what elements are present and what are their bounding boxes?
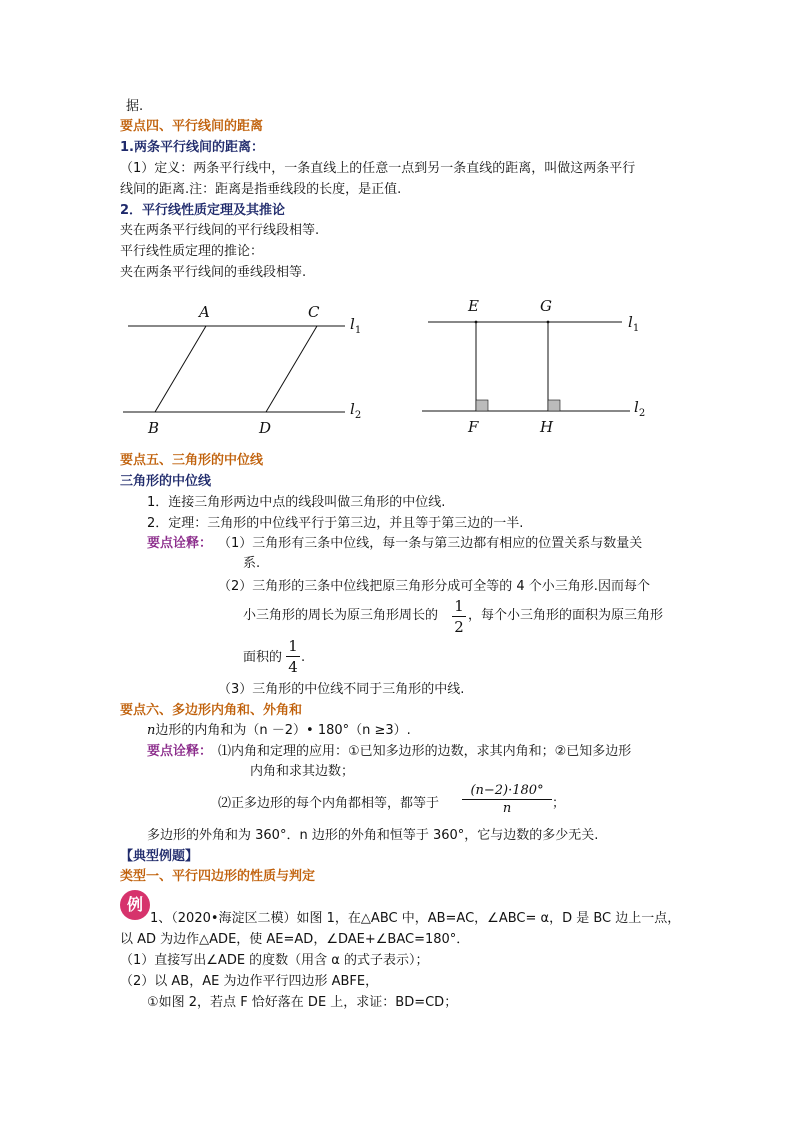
midline-definition: 1．连接三角形两边中点的线段叫做三角形的中位线. bbox=[147, 495, 446, 510]
heading-key-point-4: 要点四、平行线间的距离 bbox=[120, 119, 264, 134]
note-2-line-b1: 小三角形的周长为原三角形周长的 bbox=[243, 608, 439, 623]
note-4-line-a: ⑴内角和定理的应用：①已知多边形的边数，求其内角和；②已知多边形 bbox=[218, 744, 632, 759]
example-1-line-a: 1、（2020•海淀区二模）如图 1，在△ABC 中，AB=AC，∠ABC= α，D 是 BC 边上一点， bbox=[150, 911, 681, 926]
subheading-midline: 三角形的中位线 bbox=[120, 474, 212, 489]
label-point-b: B bbox=[148, 419, 160, 437]
definition-line-2: 线间的距离.注：距离是指垂线段的长度，是正值. bbox=[120, 182, 402, 197]
note-2-line-a: （2）三角形的三条中位线把原三角形分成可全等的 4 个小三角形.因而每个 bbox=[218, 579, 650, 594]
note-3: （3）三角形的中位线不同于三角形的中线. bbox=[218, 682, 465, 697]
heading-typical-examples: 【典型例题】 bbox=[120, 849, 199, 864]
heading-type-1: 类型一、平行四边形的性质与判定 bbox=[120, 869, 316, 884]
figure-parallel-segments bbox=[120, 296, 380, 442]
subheading-theorem: 2．平行线性质定理及其推论 bbox=[120, 203, 286, 218]
label-point-a: A bbox=[199, 303, 210, 321]
note-1-line-a: （1）三角形有三条中位线，每一条与第三边都有相应的位置关系与数量关 bbox=[218, 536, 643, 551]
heading-key-point-6: 要点六、多边形内角和、外角和 bbox=[120, 703, 303, 718]
label-point-c: C bbox=[308, 303, 320, 321]
fraction-one-half: 1 2 bbox=[452, 597, 466, 636]
note-5-line-b: ； bbox=[552, 796, 566, 811]
definition-line-1: （1）定义：两条平行线中，一条直线上的任意一点到另一条直线的距离，叫做这两条平行 bbox=[120, 161, 636, 176]
label-point-f: F bbox=[468, 418, 479, 436]
subheading-distance: 1.两条平行线间的距离： bbox=[120, 140, 264, 155]
line-ending: 据. bbox=[126, 99, 144, 114]
heading-key-point-5: 要点五、三角形的中位线 bbox=[120, 453, 264, 468]
example-1-question-1: （1）直接写出∠ADE 的度数（用含 α 的式子表示）； bbox=[120, 953, 429, 968]
label-point-e: E bbox=[468, 297, 479, 315]
label-point-h: H bbox=[540, 418, 554, 436]
label-point-g: G bbox=[540, 297, 552, 315]
theorem-line-1: 夹在两条平行线间的平行线段相等. bbox=[120, 223, 320, 238]
note-1-line-b: 系. bbox=[243, 556, 261, 571]
label-point-d: D bbox=[259, 419, 272, 437]
label-line-l1: $l_1$ bbox=[628, 313, 640, 334]
theorem-line-3: 夹在两条平行线间的垂线段相等. bbox=[120, 265, 307, 280]
note-4-line-b: 内角和求其边数； bbox=[250, 764, 355, 779]
figure-perpendicular-segments bbox=[420, 294, 660, 442]
label-line-l1: $l_1$ bbox=[350, 315, 362, 336]
note-2-line-c2: . bbox=[301, 650, 306, 665]
label-line-l2: $l_2$ bbox=[350, 400, 362, 421]
example-badge: 例 bbox=[120, 890, 150, 920]
midline-theorem: 2．定理：三角形的中位线平行于第三边，并且等于第三边的一半. bbox=[147, 516, 524, 531]
exterior-angle-sum: 多边形的外角和为 360°．n 边形的外角和恒等于 360°，它与边数的多少无关. bbox=[147, 828, 599, 843]
note-label-2: 要点诠释： bbox=[147, 744, 213, 759]
fraction-one-quarter: 1 4 bbox=[286, 637, 300, 676]
example-1-question-2: （2）以 AB，AE 为边作平行四边形 ABFE， bbox=[120, 974, 379, 989]
example-1-question-2-part-1: ①如图 2，若点 F 恰好落在 DE 上，求证：BD=CD； bbox=[147, 995, 458, 1010]
polygon-interior-sum: n边形的内角和为（n －2）• 180°（n ≥3）. bbox=[147, 723, 411, 738]
note-5-line-a: ⑵正多边形的每个内角都相等，都等于 bbox=[218, 796, 440, 811]
note-2-line-c1: 面积的 bbox=[243, 650, 283, 665]
example-1-line-b: 以 AD 为边作△ADE，使 AE=AD，∠DAE+∠BAC=180°． bbox=[120, 932, 470, 947]
fraction-interior-angle: (n−2)·180° n bbox=[462, 783, 552, 816]
note-2-line-b2: ，每个小三角形的面积为原三角形 bbox=[468, 608, 664, 623]
note-label-1: 要点诠释： bbox=[147, 536, 213, 551]
label-line-l2: $l_2$ bbox=[634, 398, 646, 419]
theorem-line-2: 平行线性质定理的推论： bbox=[120, 244, 264, 259]
